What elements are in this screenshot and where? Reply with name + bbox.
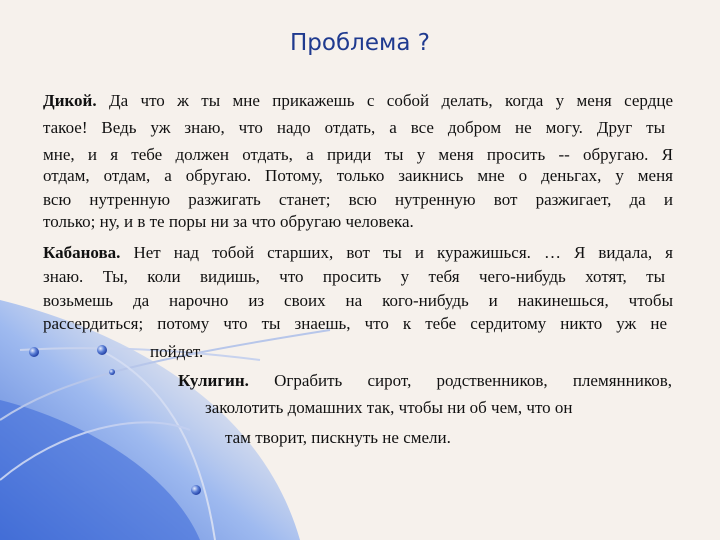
text-line: только; ну, и в те поры ни за что обругаю человека. <box>43 212 414 231</box>
text-line <box>178 370 672 392</box>
line-text: Нет над тобой старших, вот ты и куражишься. … Я видала, я <box>120 243 673 262</box>
text-line: пойдет. <box>150 342 204 361</box>
speaker-name: Кабанова. <box>43 243 121 262</box>
bullet-dot-icon <box>29 347 39 357</box>
speaker-name: Кулигин. <box>178 371 249 390</box>
text-line: заколотить домашних так, чтобы ни об чем, что он <box>205 398 573 417</box>
text-line: отдам, отдам, а обругаю. Потому, только заикнись мне о деньгах, у меня <box>43 166 673 185</box>
text-line: там творит, пискнуть не смели. <box>225 428 451 447</box>
speaker-name: Дикой. <box>43 91 97 110</box>
bullet-dot-icon <box>97 345 107 355</box>
text-line: знаю. Ты, коли видишь, что просить у тебя чего-нибудь хотят, ты <box>43 267 665 286</box>
text-line: рассердиться; потому что ты знаешь, что к тебе сердитому никто уж не <box>43 314 667 333</box>
text-line: всю нутренную разжигать станет; всю нутренную вот разжигает, да и <box>43 190 673 209</box>
text-line: мне, и я тебе должен отдать, а приди ты у меня просить -- обругаю. Я <box>43 145 673 164</box>
text-line <box>43 242 673 264</box>
line-text: Ограбить сирот, родственников, племянников, <box>248 371 672 390</box>
text-line <box>43 90 673 112</box>
bullet-dot-icon <box>191 485 201 495</box>
line-text: Да что ж ты мне прикажешь с собой делать, когда у меня сердце <box>96 91 673 110</box>
page-title: Проблема ? <box>290 30 430 56</box>
text-line: возьмешь да нарочно из своих на кого-нибудь и накинешься, чтобы <box>43 291 673 310</box>
text-line: такое! Ведь уж знаю, что надо отдать, а все добром не могу. Друг ты <box>43 118 665 137</box>
bullet-dot-icon <box>109 369 115 375</box>
